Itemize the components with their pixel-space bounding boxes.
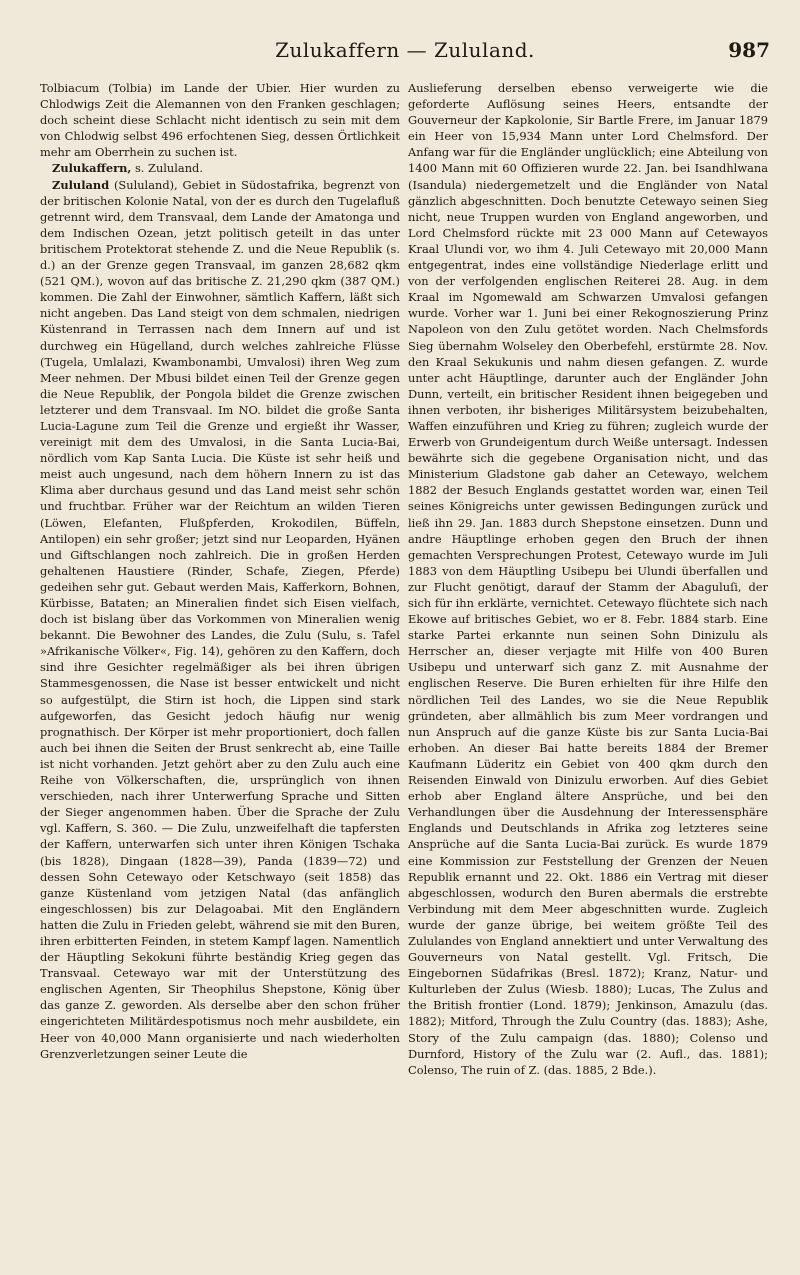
entry-tolbiacum-continuation: Tolbiacum (Tolbia) im Lande der Ubier. Hier wurden zu Chlodwigs Zeit die Alemannen von den Franken geschlagen; doch scheint diese Schlacht nicht identisch zu sein mit dem von Chlodwig selbst 496 erfochtenen Sieg, dessen Örtlichkeit mehr am Oberrhein zu suchen ist. bbox=[40, 81, 400, 160]
entry-zululand-continuation: Auslieferung derselben ebenso verweigerte wie die geforderte Auflösung seines Heers, entsandte der Gouverneur der Kapkolonie, Sir Bartle Frere, im Januar 1879 ein Heer von 15,934 Mann unter Lord Chelmsford. Der Anfang war für die Engländer unglücklich; eine Abteilung von 1400 Mann mit 60 Offizieren wurde 22. Jan. bei Isandhlwana (Isandula) niedergemetzelt und die Engländer von Natal gänzlich abgeschnitten. Doch benutzte Cetewayo seinen Sieg nicht, neue Truppen wurden von England angeworben, und Lord Chelmsford rückte mit 23 000 Mann auf Cetewayos Kraal Ulundi vor, wo ihm 4. Juli Cetewayo mit 20,000 Mann entgegentrat, indes eine vollständige Niederlage erlitt und von der verfolgenden englischen Reiterei 28. Aug. in dem Kraal im Ngomewald am Schwarzen Umvalosi gefangen wurde. Vorher war 1. Juni bei einer Rekognoszierung Prinz Napoleon von den Zulu getötet worden. Nach Chelmsfords Sieg übernahm Wolseley den Oberbefehl, erstürmte 28. Nov. den Kraal Sekukunis und nahm diesen gefangen. Z. wurde unter acht Häuptlinge, darunter auch der Engländer John Dunn, verteilt, ein britischer Resident ihnen beigegeben und ihnen verboten, ihr bisheriges Militärsystem beizubehalten, Waffen einzuführen und Krieg zu führen; zugleich wurde der Erwerb von Grundeigentum durch Weiße untersagt. Indessen bewährte sich die gegebene Organisation nicht, und das Ministerium Gladstone gab daher an Cetewayo, welchem 1882 der Besuch Englands gestattet worden war, einen Teil seines Königreichs unter gewissen Bedingungen zurück und ließ ihn 29. Jan. 1883 durch Shepstone einsetzen. Dunn und andre Häuptlinge erhoben gegen den Bruch der ihnen gemachten Versprechungen Protest, Cetewayo wurde im Juli 1883 von dem Häuptling Usibepu bei Ulundi überfallen und zur Flucht genötigt, darauf der Stamm der Abaguluſi, der sich für ihn erklärte, vernichtet. Cetewayo flüchtete sich nach Ekowe auf britisches Gebiet, wo er 8. Febr. 1884 starb. Eine starke Partei erkannte nun seinen Sohn Dinizulu als Herrscher an, dieser verjagte mit Hilfe von 400 Buren Usibepu und unterwarf sich ganz Z. mit Ausnahme der englischen Reserve. Die Buren erhielten für ihre Hilfe den nördlichen Teil des Landes, wo sie die Neue Republik gründeten, aber allmählich bis zum Meer vordrangen und nun Anspruch auf die ganze Küste bis zur Santa Lucia-Bai erhoben. An dieser Bai hatte bereits 1884 der Bremer Kaufmann Lüderitz ein Gebiet von 400 qkm durch den Reisenden Einwald von Dinizulu erworben. Auf dies Gebiet erhob aber England ältere Ansprüche, und bei den Verhandlungen über die Ausdehnung der Interessensphäre Englands und Deutschlands in Afrika zog letzteres seine Ansprüche auf die Santa Lucia-Bai zurück. Es wurde 1879 eine Kommission zur Feststellung der Grenzen der Neuen Republik ernannt und 22. Okt. 1886 ein Vertrag mit dieser abgeschlossen, wodurch den Buren abermals die erstrebte Verbindung mit dem Meer abgeschnitten wurde. Zugleich wurde der ganze übrige, bei weitem größte Teil des Zululandes von England annektiert und unter Verwaltung des Gouverneurs von Natal gestellt. Vgl. Fritsch, Die Eingebornen Südafrikas (Bresl. 1872); Kranz, Natur- und Kulturleben der Zulus (Wiesb. 1880); Lucas, The Zulus and the British frontier (Lond. 1879); Jenkinson, Amazulu (das. 1882); Mitford, Through the Zulu Country (das. 1883); Ashe, Story of the Zulu campaign (das. 1880); Colenso und Durnford, History of the Zulu war (2. Aufl., das. 1881); Colenso, The ruin of Z. (das. 1885, 2 Bde.). bbox=[408, 81, 768, 1077]
page-number: 987 bbox=[728, 38, 770, 62]
entry-zulukaffern bbox=[40, 160, 400, 176]
entry-zululand bbox=[40, 177, 400, 1062]
entry-zulukaffern-body: s. Zululand. bbox=[131, 161, 203, 176]
running-title: Zulukaffern — Zululand. bbox=[275, 38, 535, 62]
headword-zulukaffern: Zulukaffern, bbox=[52, 161, 132, 176]
entry-zululand-body: (Sululand), Gebiet in Südostafrika, begrenzt von der britischen Kolonie Natal, von der es durch den Tugelafluß getrennt wird, dem Transvaal, dem Lande der Amatonga und dem Indischen Ozean, jetzt politisch geteilt in das unter britischem Protektorat stehende Z. und die Neue Republik (s. d.) an der Grenze gegen Transvaal, im ganzen 28,682 qkm (521 QM.), wovon auf das britische Z. 21,290 qkm (387 QM.) kommen. Die Zahl der Einwohner, sämtlich Kaffern, läßt sich nicht angeben. Das Land steigt von dem schmalen, niedrigen Küstenrand in Terrassen nach dem Innern auf und ist durchweg ein Hügelland, durch welches zahlreiche Flüsse (Tugela, Umlalazi, Kwambonambi, Umvalosi) ihren Weg zum Meer nehmen. Der Mbusi bildet einen Teil der Grenze gegen die Neue Republik, der Pongola bildet die Grenze zwischen letzterer und dem Transvaal. Im NO. bildet die große Santa Lucia-Lagune zum Teil die Grenze und ergießt ihr Wasser, vereinigt mit dem des Umvalosi, in die Santa Lucia-Bai, nördlich vom Kap Santa Lucia. Die Küste ist sehr heiß und meist auch ungesund, nach dem höhern Innern zu ist das Klima aber durchaus gesund und das Land meist sehr schön und fruchtbar. Früher war der Reichtum an wilden Tieren (Löwen, Elefanten, Flußpferden, Krokodilen, Büffeln, Antilopen) ein sehr großer; jetzt sind nur Leoparden, Hyänen und Giftschlangen noch zahlreich. Die in großen Herden gehaltenen Haustiere (Rinder, Schafe, Ziegen, Pferde) gedeihen sehr gut. Gebaut werden Mais, Kafferkorn, Bohnen, Kürbisse, Bataten; an Mineralien findet sich Eisen vielfach, doch ist bislang über das Vorkommen von Mineralien wenig bekannt. Die Bewohner des Landes, die Zulu (Sulu, s. Tafel »Afrikanische Völker«, Fig. 14), gehören zu den Kaffern, doch sind ihre Gesichter regelmäßiger als bei ihren übrigen Stammesgenossen, die Nase ist besser entwickelt und nicht so aufgestülpt, die Stirn ist hoch, die Lippen sind stark aufgeworfen, das Gesicht jedoch häufig nur wenig prognathisch. Der Körper ist mehr proportioniert, doch fallen auch bei ihnen die Seiten der Brust senkrecht ab, eine Taille ist nicht vorhanden. Jetzt gehört aber zu den Zulu auch eine Reihe von Völkerschaften, die, ursprünglich von ihnen verschieden, nach ihrer Unterwerfung Sprache und Sitten der Sieger angenommen haben. Über die Sprache der Zulu vgl. Kaffern, S. 360. — Die Zulu, unzweifelhaft die tapfersten der Kaffern, unterwarfen sich unter ihren Königen Tschaka (bis 1828), Dingaan (1828—39), Panda (1839—72) und dessen Sohn Cetewayo oder Ketschwayo (seit 1858) das ganze Küstenland vom jetzigen Natal (das anfänglich eingeschlossen) bis zur Delagoabai. Mit den Engländern hatten die Zulu in Frieden gelebt, während sie mit den Buren, ihren erbitterten Feinden, in stetem Kampf lagen. Namentlich der Häuptling Sekokuni führte beständig Krieg gegen das Transvaal. Cetewayo war mit der Unterstützung des englischen Agenten, Sir Theophilus Shepstone, König über das ganze Z. geworden. Als derselbe aber den schon früher eingerichteten Militärdespotismus noch mehr ausbildete, ein Heer von 40,000 Mann organisierte und nach wiederholten Grenzverletzungen seiner Leute die bbox=[40, 177, 400, 1061]
headword-zululand: Zululand bbox=[52, 177, 110, 192]
left-column bbox=[40, 80, 400, 1250]
right-column bbox=[408, 80, 768, 1250]
page-header bbox=[40, 38, 770, 70]
